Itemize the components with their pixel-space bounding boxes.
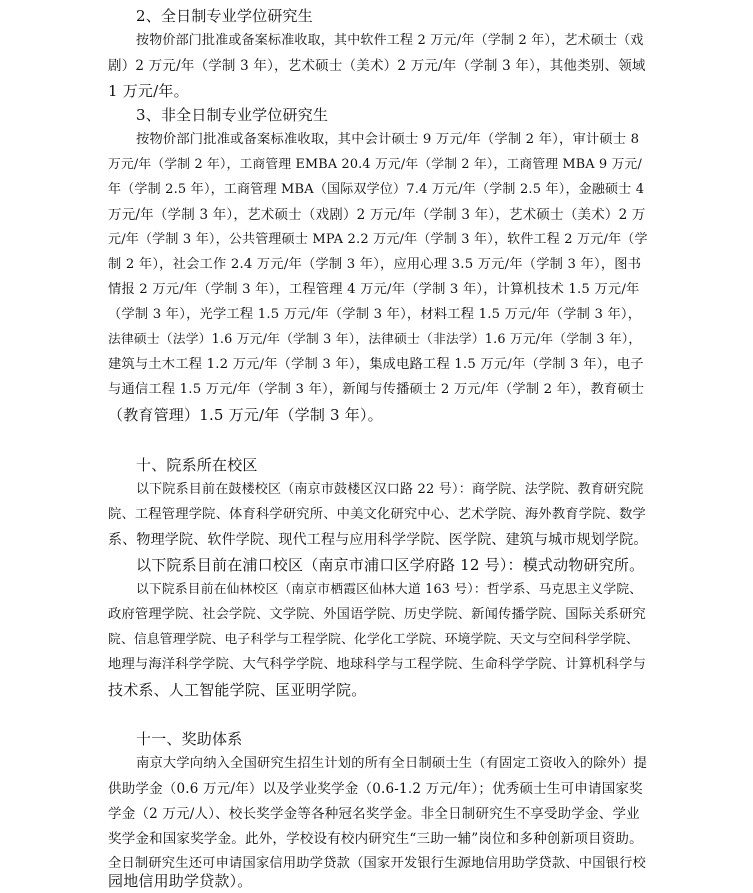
paragraph-line: 供助学金（0.6 万元/年）以及学业奖学金（0.6-1.2 万元/年）；优秀硕士生可申请国家奖 (108, 781, 643, 797)
paragraph-line: 地理与海洋科学学院、大气科学学院、地球科学与工程学院、生命科学学院、计算机科学与 (108, 657, 647, 672)
paragraph-line: 年（学制 2.5 年），工商管理 MBA（国际双学位）7.4 万元/年（学制 2.5 年），金融硕士 4 (108, 182, 645, 197)
paragraph-line: （学制 3 年），光学工程 1.5 万元/年（学制 3 年），材料工程 1.5 万元/年（学制 3 年）， (108, 307, 642, 322)
paragraph-line: 法律硕士（法学）1.6 万元/年（学制 3 年），法律硕士（非法学）1.6 万元/年（学制 3 年）， (108, 332, 642, 347)
paragraph-line: 1 万元/年。 (108, 82, 189, 100)
paragraph-line: 按物价部门批准或备案标准收取，其中会计硕士 9 万元/年（学制 2 年），审计硕士 8 (136, 132, 640, 147)
paragraph-line: 园地信用助学贷款）。 (108, 872, 253, 890)
paragraph-line: 以下院系目前在鼓楼校区（南京市鼓楼区汉口路 22 号）：商学院、法学院、教育研究院 (136, 482, 644, 497)
paragraph-line: 按物价部门批准或备案标准收取，其中软件工程 2 万元/年（学制 2 年），艺术硕士（戏 (136, 33, 644, 48)
paragraph-line: 以下院系目前在浦口校区（南京市浦口区学府路 12 号）：模式动物研究所。 (136, 556, 645, 574)
paragraph-line: 南京大学向纳入全国研究生招生计划的所有全日制硕士生（有固定工资收入的除外）提 (136, 756, 648, 771)
paragraph-line: 奖学金和国家奖学金。此外，学校设有校内研究生“三助一辅”岗位和多种创新项目资助。 (108, 831, 643, 847)
paragraph-line: 系、物理学院、软件学院、现代工程与应用科学学院、医学院、建筑与城市规划学院。 (108, 532, 648, 548)
paragraph-line: 全日制研究生还可申请国家信用助学贷款（国家开发银行生源地信用助学贷款、中国银行校 (108, 856, 647, 871)
paragraph-line: 元/年（学制 3 年），公共管理硕士 MPA 2.2 万元/年（学制 3 年），软件工程 2 万元/年（学 (108, 232, 648, 247)
section-heading-scholarship: 十一、奖助体系 (136, 730, 243, 748)
paragraph-line: 以下院系目前在仙林校区（南京市栖霞区仙林大道 163 号）：哲学系、马克思主义学院、 (136, 582, 643, 597)
paragraph-line: 万元/年（学制 3 年），艺术硕士（戏剧）2 万元/年（学制 3 年），艺术硕士（美术）2 万 (108, 207, 646, 223)
paragraph-line: 建筑与土木工程 1.2 万元/年（学制 3 年），集成电路工程 1.5 万元/年（学制 3 年），电子 (108, 357, 644, 372)
paragraph-line: 制 2 年），社会工作 2.4 万元/年（学制 3 年），应用心理 3.5 万元/年（学制 3 年），图书 (108, 257, 642, 272)
paragraph-line: 剧）2 万元/年（学制 3 年），艺术硕士（美术）2 万元/年（学制 3 年），其他类别、领域 (108, 58, 646, 74)
paragraph-line: 院、工程管理学院、体育科学研究所、中美文化研究中心、艺术学院、海外教育学院、数学 (108, 507, 647, 522)
section-heading-parttime-professional: 3、非全日制专业学位研究生 (136, 106, 329, 124)
paragraph-line: 院、信息管理学院、电子科学与工程学院、化学化工学院、环境学院、天文与空间科学学院、 (108, 632, 639, 647)
paragraph-line: 学金（2 万元/人）、校长奖学金等各种冠名奖学金。非全日制研究生不享受助学金、学业 (108, 806, 640, 822)
paragraph-line: 万元/年（学制 2 年），工商管理 EMBA 20.4 万元/年（学制 2 年），工商管理 MBA 9 万元/ (108, 157, 642, 172)
paragraph-line: 情报 2 万元/年（学制 3 年），工程管理 4 万元/年（学制 3 年），计算机技术 1.5 万元/年 (108, 282, 640, 297)
paragraph-line: 技术系、人工智能学院、匡亚明学院。 (108, 681, 367, 699)
section-heading-campus: 十、院系所在校区 (136, 456, 258, 474)
paragraph-line: 政府管理学院、社会学院、文学院、外国语学院、历史学院、新闻传播学院、国际关系研究 (108, 607, 647, 622)
paragraph-line: （教育管理）1.5 万元/年（学制 3 年）。 (108, 406, 383, 424)
section-heading-fulltime-professional: 2、全日制专业学位研究生 (136, 7, 313, 25)
paragraph-line: 与通信工程 1.5 万元/年（学制 3 年），新闻与传播硕士 2 万元/年（学制 2 年），教育硕士 (108, 382, 645, 397)
